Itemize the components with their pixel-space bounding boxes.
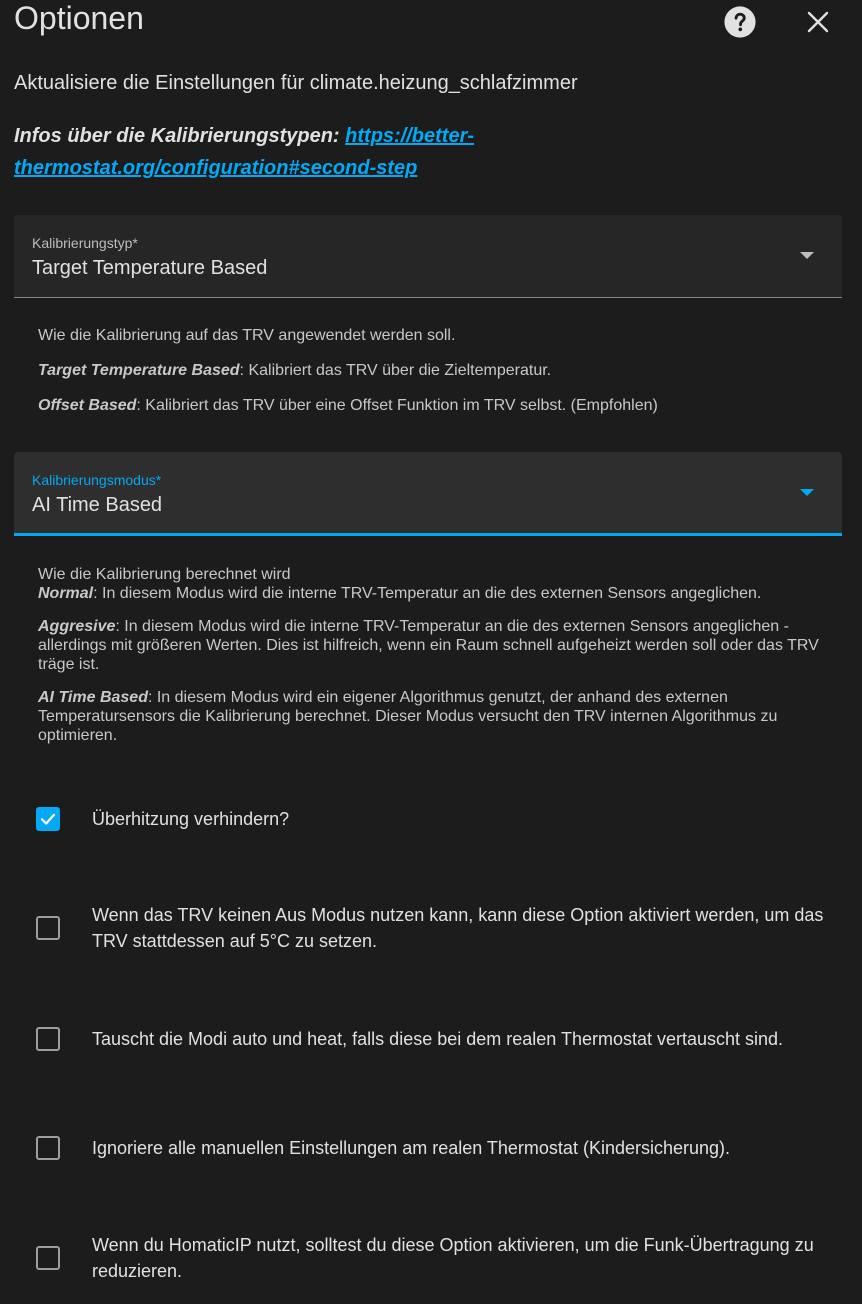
option-child-lock[interactable] bbox=[36, 1135, 836, 1161]
helper-aggresive bbox=[38, 617, 828, 674]
checkmark-icon bbox=[39, 810, 57, 828]
option-label: Wenn du HomaticIP nutzt, solltest du diese Option aktivieren, um die Funk-Übertragung zu reduzieren. bbox=[92, 1235, 814, 1281]
calibration-info-prefix: Infos über die Kalibrierungstypen: bbox=[14, 125, 346, 147]
dropdown-arrow-icon bbox=[800, 489, 814, 496]
helper-intro: Wie die Kalibrierung berechnet wird bbox=[38, 566, 291, 583]
option-off-mode-5c[interactable] bbox=[36, 902, 836, 954]
checkbox[interactable] bbox=[36, 807, 60, 831]
dropdown-arrow-icon bbox=[800, 252, 814, 259]
close-button[interactable] bbox=[800, 4, 836, 40]
helper-desc: : In diesem Modus wird ein eigener Algorithmus genutzt, der anhand des externen Temperatursensors die Kalibrierung berechnet. Dieser Modus versucht den TRV internen Algorithmus zu optimieren. bbox=[38, 689, 778, 744]
help-button[interactable] bbox=[722, 4, 758, 40]
option-label: Tauscht die Modi auto und heat, falls diese bei dem realen Thermostat vertauscht sind. bbox=[92, 1029, 784, 1049]
option-swap-auto-heat[interactable] bbox=[36, 1026, 836, 1052]
option-label: Wenn das TRV keinen Aus Modus nutzen kann, kann diese Option aktiviert werden, um das TRV stattdessen auf 5°C zu setzen. bbox=[92, 905, 824, 951]
option-label: Überhitzung verhindern? bbox=[92, 809, 290, 829]
dialog-subtitle: Aktualisiere die Einstellungen für climate.heizung_schlafzimmer bbox=[14, 72, 578, 94]
helper-desc: : In diesem Modus wird die interne TRV-Temperatur an die des externen Sensors angeglichen. bbox=[93, 585, 762, 602]
calibration-type-select[interactable] bbox=[14, 215, 842, 298]
helper-ai bbox=[38, 688, 828, 745]
help-circle-icon bbox=[723, 5, 757, 39]
calibration-mode-helper bbox=[38, 565, 828, 745]
checkbox[interactable] bbox=[36, 916, 60, 940]
helper-target bbox=[38, 362, 828, 380]
helper-term: Target Temperature Based bbox=[38, 362, 240, 379]
helper-term: Aggresive bbox=[38, 618, 116, 635]
helper-offset bbox=[38, 397, 828, 415]
checkbox[interactable] bbox=[36, 1246, 60, 1270]
close-icon bbox=[807, 11, 829, 33]
helper-term: Offset Based bbox=[38, 397, 137, 414]
helper-intro: Wie die Kalibrierung auf das TRV angewendet werden soll. bbox=[38, 327, 456, 344]
helper-desc: : In diesem Modus wird die interne TRV-Temperatur an die des externen Sensors angeglichen - allerdings mit größeren Werten. Dies ist hilfreich, wenn ein Raum schnell aufgeheizt werden soll oder das TRV träge ist. bbox=[38, 618, 819, 673]
calibration-mode-label: Kalibrierungsmodus* bbox=[32, 472, 162, 488]
calibration-mode-value: AI Time Based bbox=[32, 494, 163, 516]
checkbox[interactable] bbox=[36, 1136, 60, 1160]
helper-term: Normal bbox=[38, 585, 94, 602]
calibration-type-value: Target Temperature Based bbox=[32, 257, 268, 279]
calibration-type-label: Kalibrierungstyp* bbox=[32, 235, 138, 251]
helper-term: AI Time Based bbox=[38, 689, 148, 706]
checkbox[interactable] bbox=[36, 1027, 60, 1051]
option-label: Ignoriere alle manuellen Einstellungen am realen Thermostat (Kindersicherung). bbox=[92, 1138, 731, 1158]
helper-normal bbox=[38, 584, 828, 603]
helper-desc: : Kalibriert das TRV über die Zieltemperatur. bbox=[239, 362, 552, 379]
calibration-info-link[interactable]: https://better-thermostat.org/configuration#second-step bbox=[14, 125, 475, 179]
calibration-info bbox=[14, 120, 574, 184]
option-homaticip[interactable] bbox=[36, 1232, 836, 1284]
option-prevent-overheating[interactable] bbox=[36, 806, 836, 832]
helper-desc: : Kalibriert das TRV über eine Offset Funktion im TRV selbst. (Empfohlen) bbox=[136, 397, 658, 414]
dialog-title: Optionen bbox=[14, 0, 144, 36]
calibration-mode-select[interactable] bbox=[14, 452, 842, 536]
calibration-type-helper bbox=[38, 327, 828, 415]
